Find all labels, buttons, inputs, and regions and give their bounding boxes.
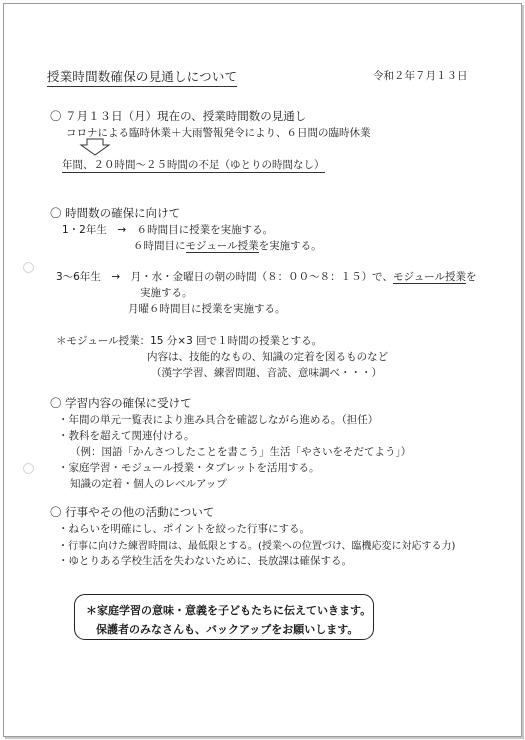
list-item: ・行事に向けた練習時間は、最低限とする。(授業への位置づけ、臨機応変に対応する力) — [58, 541, 456, 552]
grade36-plan-text: を — [466, 271, 477, 283]
module-class-content: 内容は、技能的なもの、知識の定着を図るものなど — [147, 351, 389, 363]
list-item-sub: 知識の定着・個人のレベルアップ — [70, 478, 227, 490]
list-item: ・教科を超えて関連付ける。 — [58, 430, 195, 442]
module-class-definition: ＊モジュール授業：15 分×3 回で１時間の授業とする。 — [56, 335, 323, 347]
list-item: ・年間の単元一覧表により進み具合を確認しながら進める。（担任） — [58, 414, 379, 426]
parent-message-line2: 保護者のみなさんも、バックアップをお願いします。 — [96, 623, 359, 636]
list-item: ・家庭学習・モジュール授業・タブレットを活用する。 — [58, 462, 320, 474]
module-class-underlined: モジュール授業 — [185, 240, 259, 252]
parent-message-line1: ＊家庭学習の意味・意義を子どもたちに伝えていきます。 — [86, 604, 372, 617]
grade12-plan-text: ６時間目に — [133, 240, 186, 252]
document-date: 令和２年７月１３日 — [373, 70, 468, 82]
grade12-plan-text: を実施する。 — [258, 240, 322, 252]
section-heading-securing-hours: 〇 時間数の確保に向けて — [50, 206, 181, 220]
arrow-down-icon — [78, 138, 112, 156]
grade36-plan-line3: 月曜６時間目に授業を実施する。 — [128, 303, 286, 315]
list-item: ・ねらいを明確にし、ポイントを絞った行事にする。 — [58, 523, 310, 535]
module-class-underlined: モジュール授業 — [392, 271, 467, 283]
grade12-plan-line2 — [133, 238, 322, 253]
grade36-plan-line1 — [56, 269, 477, 284]
section-heading-events: 〇 行事やその他の活動について — [50, 505, 215, 519]
closure-reason-text: コロナによる臨時休業＋大雨警報発令により、６日間の臨時休業 — [66, 127, 371, 139]
page-title: 授業時間数確保の見通しについて — [47, 67, 237, 87]
binder-hole-icon — [23, 463, 34, 474]
list-item-example: （例：国語「かんさつしたことを書こう」生活「やさいをそだてよう」） — [70, 446, 412, 458]
grade36-plan-line2: 実施する。 — [140, 287, 193, 299]
module-class-examples: （漢字学習、練習問題、音読、意味調べ・・・） — [151, 367, 382, 379]
grade36-plan-text: 3～6年生 → 月・水・金曜日の朝の時間（８：００～８：１５）で、 — [56, 271, 393, 283]
hours-shortfall-text: 年間、２０時間～２５時間の不足（ゆとりの時間なし） — [62, 159, 325, 171]
list-item: ・ゆとりある学校生活を失わないために、長放課は確保する。 — [58, 555, 352, 567]
grade12-plan-line1: 1・2年生 → ６時間目に授業を実施する。 — [62, 224, 274, 236]
binder-hole-icon — [23, 262, 34, 273]
section-heading-learning-content: 〇 学習内容の確保に受けて — [50, 396, 192, 410]
section-heading-current-status: 〇 ７月１３日（月）現在の、授業時間数の見通し — [50, 109, 307, 123]
